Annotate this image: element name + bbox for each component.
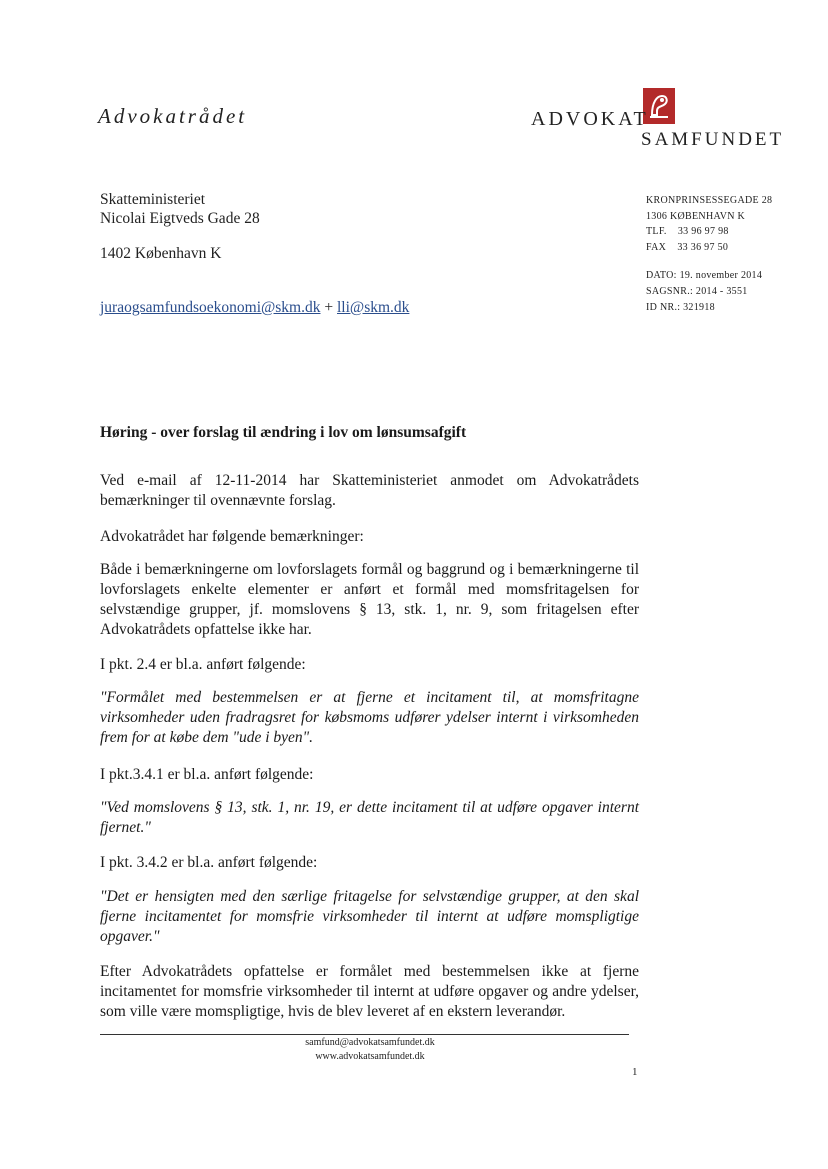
sender-street: KRONPRINSESSEGADE 28: [646, 195, 773, 206]
email-link-jura[interactable]: juraogsamfundsoekonomi@skm.dk: [100, 299, 321, 316]
recipient-emails: [100, 299, 409, 317]
page-number: 1: [632, 1066, 638, 1078]
footer-website: www.advokatsamfundet.dk: [315, 1051, 425, 1062]
paragraph-section-2-4: I pkt. 2.4 er bl.a. anført følgende:: [100, 656, 306, 673]
id-number: ID NR.: 321918: [646, 302, 715, 313]
footer-divider: [100, 1034, 629, 1035]
footer-email: samfund@advokatsamfundet.dk: [305, 1037, 435, 1048]
letter-date: DATO: 19. november 2014: [646, 270, 763, 281]
sender-city: 1306 KØBENHAVN K: [646, 211, 746, 222]
case-number: SAGSNR.: 2014 - 3551: [646, 286, 748, 297]
recipient-street: Nicolai Eigtveds Gade 28: [100, 210, 260, 227]
sender-fax: FAX 33 36 97 50: [646, 242, 729, 253]
council-title: Advokatrådet: [98, 104, 248, 128]
paragraph-section-3-4-1: I pkt.3.4.1 er bl.a. anført følgende:: [100, 766, 314, 783]
paragraph-conclusion: Efter Advokatrådets opfattelse er formålet med bestemmelsen ikke at fjerne incitamentet for momsfrie virksomheder til internt at udføre opgaver og andre ydelser, som ville være momspligtige, hvis de blev leveret af en ekstern leverandør.: [100, 963, 639, 1020]
paragraph-purpose: Både i bemærkningerne om lovforslagets formål og baggrund og i bemærkningerne til lovforslagets enkelte elementer er anført et formål med momsfritagelsen for selvstændige grupper, jf. momslovens § 13, stk. 1, nr. 9, som fritagelsen efter Advokatrådets opfattelse ikke har.: [100, 561, 639, 638]
quote-section-3-4-1: "Ved momslovens § 13, stk. 1, nr. 19, er dette incitament til at udføre opgaver internt fjernet.": [100, 799, 639, 836]
logo-word-samfundet: SAMFUNDET: [641, 129, 785, 150]
email-separator: +: [324, 299, 334, 316]
recipient-name: Skatteministeriet: [100, 191, 206, 208]
logo-word-advokat: ADVOKAT: [531, 108, 649, 130]
sender-phone: TLF. 33 96 97 98: [646, 226, 729, 237]
paragraph-intro: Ved e-mail af 12-11-2014 har Skatteministeriet anmodet om Advokatrådets bemærkninger til ovennævnte forslag.: [100, 472, 639, 509]
email-link-lli[interactable]: lli@skm.dk: [337, 299, 410, 316]
recipient-city: 1402 København K: [100, 245, 222, 262]
paragraph-remarks-intro: Advokatrådet har følgende bemærkninger:: [100, 528, 364, 545]
letter-heading: Høring - over forslag til ændring i lov om lønsumsafgift: [100, 424, 467, 441]
paragraph-section-3-4-2: I pkt. 3.4.2 er bl.a. anført følgende:: [100, 854, 318, 871]
quote-section-2-4: "Formålet med bestemmelsen er at fjerne et incitament til, at momsfritagne virksomheder uden fradragsret for købsmoms udfører ydelser internt i virksomheden frem for at købe dem "ude i byen".: [100, 689, 639, 746]
quote-section-3-4-2: "Det er hensigten med den særlige fritagelse for selvstændige grupper, at den skal fjerne incitamentet for momsfrie virksomheder til internt at udføre momspligtige opgaver.": [100, 888, 639, 945]
